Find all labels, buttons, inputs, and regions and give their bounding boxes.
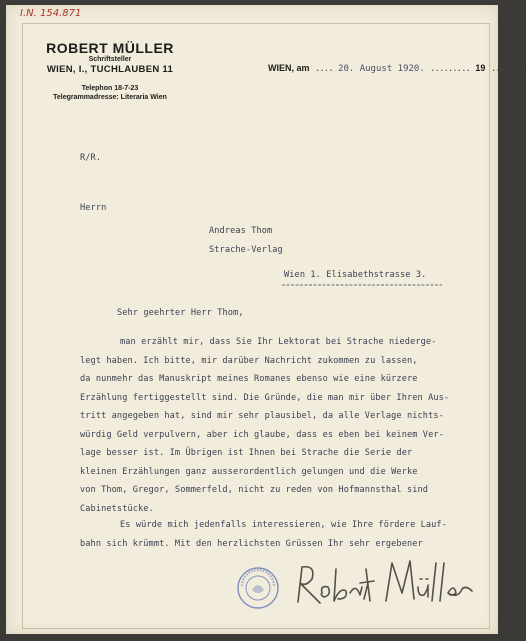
dateline-place: WIEN, am [268, 63, 310, 73]
dateline-dots: ......... [430, 64, 470, 74]
recipient-address: Wien 1. Elisabethstrasse 3. [284, 270, 427, 280]
dateline [268, 63, 526, 74]
body-line: Cabinetstücke. [80, 504, 154, 514]
body-line: kleinen Erzählungen ganz ausserordentlich gelungen und die Werke [80, 467, 418, 477]
greeting: Sehr geehrter Herr Thom, [117, 308, 244, 318]
body-line: legt haben. Ich bitte, mir darüber Nachricht zukommen zu lassen, [80, 356, 418, 366]
addressee-label: Herrn [80, 203, 107, 213]
reference-mark: R/R. [80, 153, 102, 163]
library-stamp [236, 566, 280, 610]
body-line: würdig Geld verpulvern, aber ich glaube, dass es eben bei keinem Ver- [80, 430, 444, 440]
body-line: Erzählung fertiggestellt sind. Die Gründe, die man mir über Ihren Aus- [80, 393, 450, 403]
body-line: tritt angegeben hat, sind mir sehr plausibel, da alle Verlage nichts- [80, 411, 444, 421]
letterhead-profession: Schriftsteller [88, 56, 132, 63]
body-line: von Thom, Gregor, Sommerfeld, nicht zu reden von Hofmannsthal sind [80, 485, 429, 495]
body-line: man erzählt mir, dass Sie Ihr Lektorat bei Strache niederge- [120, 337, 437, 347]
recipient-name: Andreas Thom [209, 226, 273, 236]
dateline-dots: ........ [490, 64, 526, 74]
address-underline [282, 283, 444, 287]
body-line: lage besser ist. Im Übrigen ist Ihnen bei Strache die Serie der [80, 448, 413, 458]
letterhead-address: WIEN, I., TUCHLAUBEN 11 [46, 64, 174, 75]
archive-mark: I.N. 154.871 [20, 8, 82, 19]
dateline-dots: .... [314, 64, 333, 74]
dateline-date: 20. August 1920. [338, 64, 425, 74]
body-line: da nunmehr das Manuskript meines Romanes ebenso wie eine kürzere [80, 374, 418, 384]
letterhead-telephone: Telephon 18-7-23 [81, 85, 139, 92]
signature [290, 557, 480, 612]
letterhead-name: ROBERT MÜLLER [46, 40, 174, 56]
body-line: bahn sich krümmt. Mit den herzlichsten Grüssen Ihr sehr ergebener [80, 539, 423, 549]
letterhead-telegram: Telegrammadresse: Literaria Wien [53, 94, 167, 101]
recipient-company: Strache-Verlag [209, 245, 283, 255]
body-line: Es würde mich jedenfalls interessieren, wie Ihre fördere Lauf- [120, 520, 447, 530]
dateline-year: 19 [475, 63, 486, 73]
